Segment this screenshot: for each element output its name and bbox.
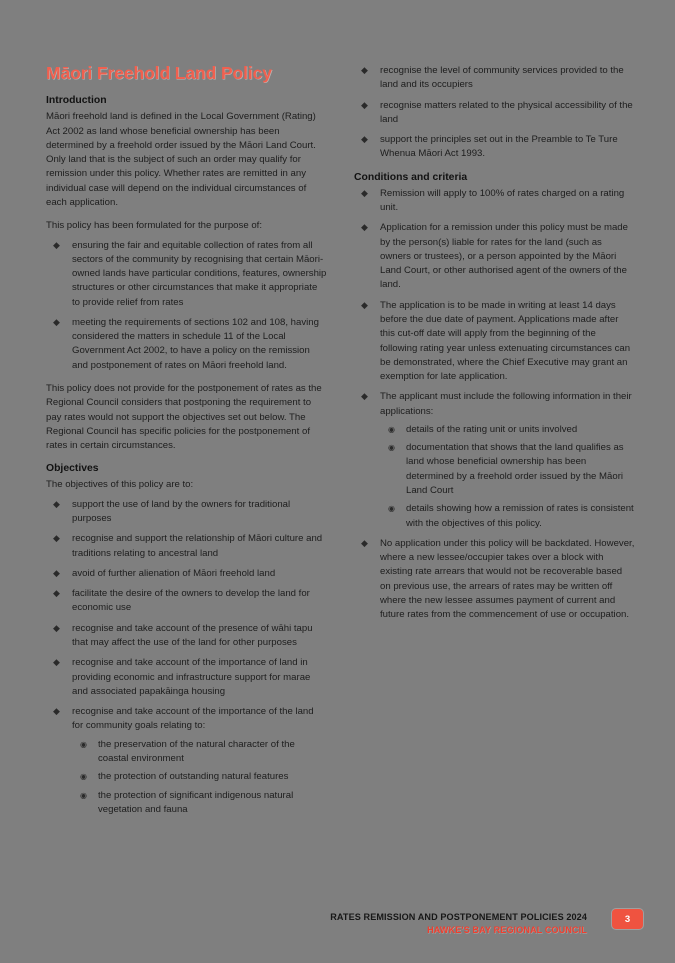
bullet-diamond-icon: ◆ [361, 99, 368, 110]
objectives-bullet-list [46, 498, 327, 817]
list-item [46, 587, 327, 616]
right-column [354, 64, 635, 632]
list-item-text: Remission will apply to 100% of rates charged on a rating unit. [380, 187, 625, 213]
list-item [46, 705, 327, 817]
bullet-diamond-icon: ◆ [53, 567, 60, 578]
bullet-diamond-icon: ◆ [361, 187, 368, 198]
sub-list-item-text: the preservation of the natural character of the coastal environment [98, 738, 295, 764]
sub-list-item-text: details showing how a remission of rates is consistent with the objectives of this policy. [406, 503, 634, 529]
sub-list-item-text: details of the rating unit or units involved [406, 423, 578, 435]
list-item-text: meeting the requirements of sections 102 and 108, having considered the matters in schedule 11 of the Local Government Act 2002, to have a policy on the remission and postponement of rates on Māori freehold land. [72, 316, 319, 371]
list-item [46, 567, 327, 581]
list-item-text: avoid of further alienation of Māori freehold land [72, 567, 276, 579]
list-item-text: The applicant must include the following information in their applications: [380, 391, 632, 417]
bullet-diamond-icon: ◆ [53, 498, 60, 509]
list-item-text: support the principles set out in the Preamble to Te Ture Whenua Māori Act 1993. [380, 134, 618, 160]
list-item-text: facilitate the desire of the owners to develop the land for economic use [72, 588, 310, 614]
bullet-circle-icon: ◉ [80, 790, 87, 800]
heading-introduction: Introduction [46, 95, 107, 107]
left-column [46, 64, 327, 826]
objectives-continued-list [354, 64, 635, 162]
conditions-bullet-list [354, 187, 635, 623]
list-item [354, 390, 635, 531]
list-item [46, 239, 327, 310]
list-item [354, 221, 635, 292]
bullet-circle-icon: ◉ [388, 504, 395, 514]
list-item-text: recognise matters related to the physical accessibility of the land [380, 99, 633, 125]
list-item [46, 498, 327, 527]
page-title: Māori Freehold Land Policy [46, 63, 272, 83]
footer-policy-title: RATES REMISSION AND POSTPONEMENT POLICIES 2024 [330, 912, 587, 922]
bullet-circle-icon: ◉ [388, 443, 395, 453]
list-item-text: support the use of land by the owners for traditional purposes [72, 498, 291, 524]
intro-paragraph-2: This policy has been formulated for the purpose of: [46, 220, 262, 232]
intro-paragraph-3: This policy does not provide for the postponement of rates as the Regional Council considers that postponing the requirement to pay rates would not support the objectives set out below. The Regional Council has specific policies for the postponement of rates in certain circumstances. [46, 383, 322, 452]
sub-list-item [72, 770, 327, 784]
list-item-text: No application under this policy will be backdated. However, where a new lessee/occupier takes over a block with existing rate arrears that would not be recoverable based on previous use, the arrears of rates may be written off where the new lessee assumes payment of current and future rates from the commencement of use or occupation. [380, 537, 635, 621]
list-item-text: recognise and take account of the importance of land in providing economic and infrastructure support for marae and associated papakāinga housing [72, 657, 311, 697]
list-item [354, 187, 635, 216]
application-information-sub-list [380, 423, 635, 531]
bullet-diamond-icon: ◆ [361, 222, 368, 233]
sub-list-item-text: the protection of significant indigenous natural vegetation and fauna [98, 789, 294, 815]
bullet-diamond-icon: ◆ [53, 239, 60, 250]
list-item [354, 133, 635, 162]
list-item [354, 64, 635, 93]
list-item [354, 299, 635, 385]
two-column-layout [46, 64, 635, 826]
bullet-diamond-icon: ◆ [53, 706, 60, 717]
footer-text-block [330, 911, 587, 937]
list-item [354, 537, 635, 623]
page-number-badge: 3 [612, 909, 643, 929]
heading-conditions-and-criteria: Conditions and criteria [354, 171, 468, 183]
bullet-circle-icon: ◉ [80, 772, 87, 782]
purpose-bullet-list [46, 239, 327, 374]
list-item-text: ensuring the fair and equitable collection of rates from all sectors of the community by recognising that certain Māori-owned lands have particular conditions, features, ownership structures or other circumstances that make it appropriate to provide relief from rates [72, 239, 327, 308]
bullet-circle-icon: ◉ [80, 739, 87, 749]
list-item-text: recognise the level of community services provided to the land and its occupiers [380, 65, 624, 91]
list-item [46, 532, 327, 561]
list-item-text: recognise and take account of the importance of the land for community goals relating to: [72, 706, 314, 732]
bullet-diamond-icon: ◆ [53, 316, 60, 327]
sub-list-item [380, 441, 635, 498]
list-item-text: recognise and take account of the presence of wāhi tapu that may affect the use of the land for other purposes [72, 622, 313, 648]
sub-list-item-text: the protection of outstanding natural features [98, 771, 289, 783]
sub-list-item-text: documentation that shows that the land qualifies as land whose beneficial ownership has been determined by a freehold order issued by the Māori Land Court [406, 442, 624, 497]
bullet-diamond-icon: ◆ [53, 533, 60, 544]
bullet-circle-icon: ◉ [388, 424, 395, 434]
bullet-diamond-icon: ◆ [361, 299, 368, 310]
bullet-diamond-icon: ◆ [361, 391, 368, 402]
community-goals-sub-list [72, 738, 327, 817]
bullet-diamond-icon: ◆ [53, 622, 60, 633]
bullet-diamond-icon: ◆ [361, 65, 368, 75]
list-item-text: Application for a remission under this policy must be made by the person(s) liable for rates for the land (such as owners or trustees), or a person appointed by the Māori Land Court, or other authorised agent of the owners of the land. [380, 222, 628, 291]
intro-paragraph-1: Māori freehold land is defined in the Local Government (Rating) Act 2002 as land whose beneficial ownership has been determined by a freehold order issued by the Māori Land Court. Only land that is the subject of such an order may qualify for remission under this policy. Whether rates are remitted in any individual case will depend on the individual circumstances of each application. [46, 111, 316, 208]
page-footer [46, 905, 643, 951]
list-item [46, 622, 327, 651]
list-item-text: recognise and support the relationship of Māori culture and traditions relating to ancestral land [72, 533, 323, 559]
objectives-intro: The objectives of this policy are to: [46, 479, 194, 491]
list-item-text: The application is to be made in writing at least 14 days before the due date of payment. Applications made after this cut-off date will apply from the beginning of the following rating year unless extenuating circumstances can be demonstrated, where the Chief Executive may grant an exemption for late application. [380, 299, 631, 383]
sub-list-item [72, 789, 327, 818]
footer-council-name: HAWKE'S BAY REGIONAL COUNCIL [427, 925, 587, 936]
bullet-diamond-icon: ◆ [361, 537, 368, 548]
bullet-diamond-icon: ◆ [53, 657, 60, 668]
sub-list-item [380, 502, 635, 531]
list-item [46, 656, 327, 699]
sub-list-item [380, 423, 635, 437]
bullet-diamond-icon: ◆ [361, 134, 368, 145]
list-item [46, 316, 327, 373]
heading-objectives: Objectives [46, 463, 99, 475]
sub-list-item [72, 738, 327, 767]
bullet-diamond-icon: ◆ [53, 588, 60, 599]
list-item [354, 99, 635, 128]
